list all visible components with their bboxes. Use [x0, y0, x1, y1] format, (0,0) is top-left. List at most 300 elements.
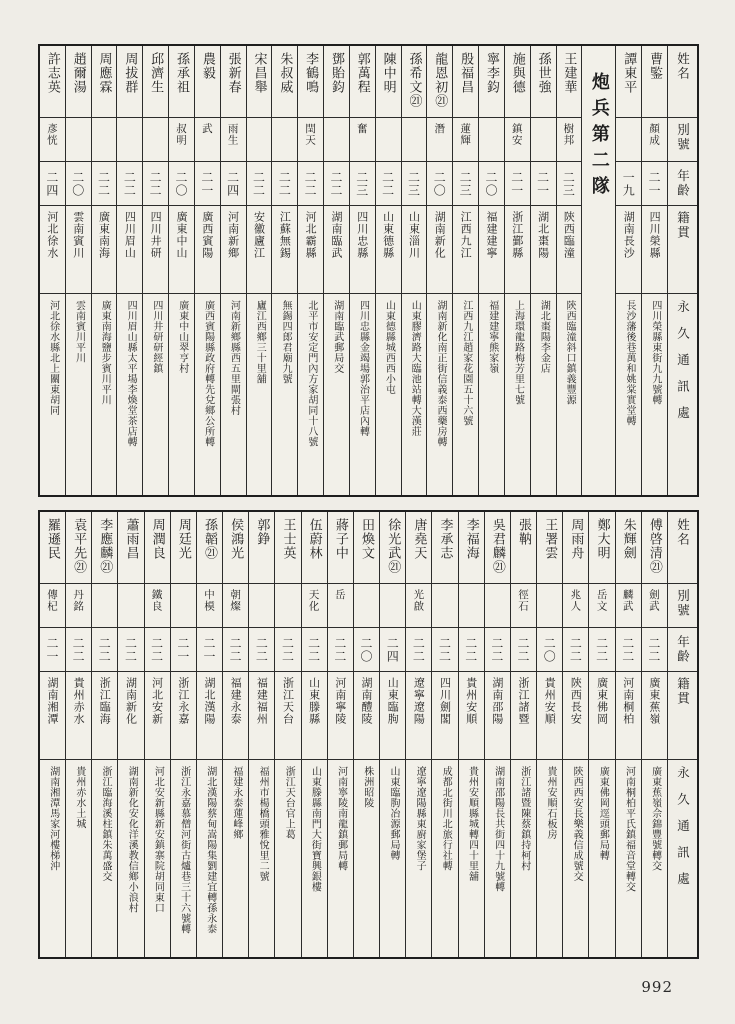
name-cell: [350, 46, 375, 118]
person-column: [65, 512, 91, 957]
age-cell: [298, 162, 323, 206]
alias-cell: [302, 584, 327, 628]
person-name: 鄧貽鈞: [328, 52, 344, 94]
person-column: [91, 46, 117, 495]
alias-cell: [616, 118, 641, 162]
name-cell: [171, 512, 196, 584]
person-address: 陝西臨潼斜口鎮義豐源: [564, 300, 576, 405]
person-age: 二三: [458, 170, 473, 197]
person-address: 山東滕縣南門大街寶興銀樓: [309, 766, 321, 892]
person-column: [405, 512, 431, 957]
person-column: [271, 46, 297, 495]
age-cell: [479, 162, 504, 206]
address-cell: [406, 760, 431, 957]
person-name: 伍蔚林: [306, 518, 322, 560]
alias-cell: [143, 118, 168, 162]
age-cell: [376, 162, 401, 206]
age-cell: [197, 628, 222, 672]
person-origin: 廣西賓陽: [200, 211, 214, 259]
person-origin: 四川眉山: [123, 211, 137, 259]
header-origin-label: 籍貫: [675, 677, 691, 706]
age-cell: [511, 628, 536, 672]
alias-cell: [402, 118, 427, 162]
alias-cell: [117, 118, 142, 162]
person-column: [379, 512, 405, 957]
age-cell: [453, 162, 478, 206]
person-column: [349, 46, 375, 495]
person-origin: 河北安新: [150, 677, 164, 725]
person-alias: 武: [200, 123, 213, 135]
person-address: 廣東蕉嶺佘錦豐號轉交: [649, 766, 661, 871]
person-origin: 貴州赤水: [72, 677, 86, 725]
address-cell: [537, 760, 562, 957]
origin-cell: [354, 672, 379, 760]
person-address: 北平市安定門內方家胡同十八號: [305, 300, 317, 447]
age-cell: [145, 628, 170, 672]
address-cell: [223, 760, 248, 957]
person-column: [562, 512, 588, 957]
address-cell: [92, 294, 117, 495]
person-origin: 陝西臨潼: [562, 211, 576, 259]
person-origin: 廣東蕉嶺: [647, 677, 661, 725]
alias-cell: [642, 584, 667, 628]
origin-cell: [197, 672, 222, 760]
person-name: 鄭大明: [594, 518, 610, 560]
address-cell: [302, 760, 327, 957]
origin-cell: [642, 206, 667, 294]
person-origin: 江西九江: [459, 211, 473, 259]
name-cell: [354, 512, 379, 584]
age-cell: [557, 162, 582, 206]
origin-cell: [453, 206, 478, 294]
person-address: 福州市楊橋頭雅悅里二號: [257, 766, 269, 882]
address-cell: [350, 294, 375, 495]
origin-cell: [642, 672, 667, 760]
alias-cell: [171, 584, 196, 628]
age-cell: [563, 628, 588, 672]
person-alias: 雨生: [226, 123, 239, 146]
person-alias: 樹邦: [562, 123, 575, 146]
person-name: 王建華: [561, 52, 577, 94]
origin-cell: [66, 672, 91, 760]
person-age: 二二: [228, 636, 243, 663]
roster-table-bottom: [38, 510, 699, 959]
address-cell: [485, 760, 510, 957]
address-cell: [557, 294, 582, 495]
person-origin: 浙江諸暨: [517, 677, 531, 725]
alias-cell: [376, 118, 401, 162]
address-cell: [66, 760, 91, 957]
person-address: 湖南湘潭馬家河樓梯沖: [47, 766, 59, 871]
name-cell: [589, 512, 614, 584]
alias-cell: [195, 118, 220, 162]
origin-cell: [171, 672, 196, 760]
age-cell: [616, 162, 641, 206]
person-column: [301, 512, 327, 957]
person-address: 四川井研研經鎮: [150, 300, 162, 374]
person-origin: 四川榮縣: [648, 211, 662, 259]
alias-cell: [485, 584, 510, 628]
alias-cell: [249, 584, 274, 628]
name-cell: [66, 46, 91, 118]
alias-cell: [511, 584, 536, 628]
alias-cell: [406, 584, 431, 628]
header-address-label: 永久通訊處: [675, 766, 691, 899]
person-column: [65, 46, 91, 495]
alias-cell: [432, 584, 457, 628]
person-alias: 彥恍: [45, 123, 58, 146]
person-name: 周拔群: [122, 52, 138, 94]
person-origin: 陝西長安: [569, 677, 583, 725]
person-name: 田煥文: [359, 518, 375, 560]
person-name: 周雨舟: [568, 518, 584, 560]
person-origin: 河北徐水: [45, 211, 59, 259]
origin-cell: [66, 206, 91, 294]
address-cell: [453, 294, 478, 495]
address-cell: [459, 760, 484, 957]
person-origin: 湖南新化: [124, 677, 138, 725]
person-age: 二二: [123, 636, 138, 663]
person-origin: 四川忠縣: [355, 211, 369, 259]
person-address: 長沙藩後巷萬和姚棠實堂轉: [624, 300, 635, 426]
person-name: 張靹: [516, 518, 532, 546]
name-cell: [221, 46, 246, 118]
origin-cell: [505, 206, 530, 294]
page-number: 992: [641, 978, 673, 996]
person-age: 二二: [463, 636, 478, 663]
age-cell: [537, 628, 562, 672]
person-column: [91, 512, 117, 957]
person-name: 孫希文㉑: [406, 52, 422, 108]
header-name-cell: [668, 46, 697, 118]
person-age: 二二: [303, 170, 318, 197]
person-age: 二二: [254, 636, 269, 663]
name-cell: [616, 46, 641, 118]
age-cell: [642, 162, 667, 206]
alias-cell: [298, 118, 323, 162]
address-cell: [275, 760, 300, 957]
person-age: 二〇: [359, 636, 374, 663]
alias-cell: [40, 584, 65, 628]
person-age: 二二: [251, 170, 266, 197]
name-cell: [40, 512, 65, 584]
name-cell: [406, 512, 431, 584]
age-cell: [505, 162, 530, 206]
origin-cell: [531, 206, 556, 294]
person-name: 農毅: [199, 52, 215, 80]
person-alias: 兆人: [569, 589, 582, 612]
person-name: 傅啓清㉑: [646, 518, 662, 574]
name-cell: [249, 512, 274, 584]
person-address: 浙江諸暨陳蔡鎮持柯村: [518, 766, 530, 871]
header-age-cell: [668, 162, 697, 206]
address-cell: [402, 294, 427, 495]
alias-cell: [40, 118, 65, 162]
header-name-label: 姓名: [675, 52, 691, 81]
alias-cell: [324, 118, 349, 162]
header-name-cell: [668, 512, 697, 584]
person-column: [117, 512, 143, 957]
name-cell: [642, 46, 667, 118]
person-name: 邱濟生: [148, 52, 164, 94]
person-age: 二二: [516, 636, 531, 663]
person-address: 江西九江趙家花園五十六號: [460, 300, 472, 426]
origin-cell: [402, 206, 427, 294]
person-origin: 山東滕縣: [307, 677, 321, 725]
person-origin: 河南桐柏: [621, 677, 635, 725]
person-address: 廣東中山翠亨村: [176, 300, 188, 374]
alias-cell: [642, 118, 667, 162]
name-cell: [275, 512, 300, 584]
address-cell: [171, 760, 196, 957]
alias-cell: [505, 118, 530, 162]
person-age: 二一: [44, 636, 59, 663]
person-name: 陳中明: [380, 52, 396, 94]
age-cell: [324, 162, 349, 206]
person-alias: 中模: [202, 589, 215, 612]
person-age: 二四: [44, 170, 59, 197]
name-cell: [479, 46, 504, 118]
person-age: 二一: [535, 170, 550, 197]
name-cell: [505, 46, 530, 118]
header-column-top: [667, 46, 697, 495]
person-address: 河北徐水縣北上關東胡同: [47, 300, 59, 416]
person-alias: 蓮輝: [459, 123, 472, 146]
person-age: 二二: [328, 170, 343, 197]
age-cell: [118, 628, 143, 672]
person-name: 朱輝劍: [620, 518, 636, 560]
name-cell: [92, 512, 117, 584]
person-column: [426, 46, 452, 495]
origin-cell: [537, 672, 562, 760]
name-cell: [66, 512, 91, 584]
name-cell: [432, 512, 457, 584]
alias-cell: [66, 118, 91, 162]
person-address: 山東德縣城西西小屯: [383, 300, 395, 395]
person-age: 二一: [199, 170, 214, 197]
age-cell: [406, 628, 431, 672]
person-alias: 傳杞: [45, 589, 58, 612]
person-column: [588, 512, 614, 957]
person-name: 王署雲: [542, 518, 558, 560]
person-age: 二二: [122, 170, 137, 197]
origin-cell: [40, 206, 65, 294]
origin-cell: [223, 672, 248, 760]
person-address: 湖北棗陽李金店: [538, 300, 550, 374]
person-column: [248, 512, 274, 957]
origin-cell: [485, 672, 510, 760]
age-cell: [380, 628, 405, 672]
age-cell: [302, 628, 327, 672]
name-cell: [197, 512, 222, 584]
alias-cell: [531, 118, 556, 162]
header-alias-label: 別號: [675, 589, 691, 618]
origin-cell: [118, 672, 143, 760]
origin-cell: [589, 672, 614, 760]
person-age: 二一: [647, 170, 662, 197]
person-name: 孫承祖: [174, 52, 189, 94]
person-age: 一九: [621, 170, 636, 197]
origin-cell: [275, 672, 300, 760]
address-cell: [427, 294, 452, 495]
age-cell: [117, 162, 142, 206]
address-cell: [272, 294, 297, 495]
roster-tables: [38, 44, 699, 959]
origin-cell: [459, 672, 484, 760]
person-name: 郭錚: [254, 518, 270, 546]
age-cell: [40, 162, 65, 206]
person-address: 四川眉山縣太平場李煥堂茶店轉: [125, 300, 137, 447]
person-age: 二二: [306, 636, 321, 663]
origin-cell: [247, 206, 272, 294]
person-address: 河北安新縣新安鎮寨院胡同東口: [152, 766, 164, 913]
address-cell: [247, 294, 272, 495]
person-origin: 山東淄川: [407, 211, 421, 259]
person-alias: 顏成: [648, 123, 661, 146]
origin-cell: [557, 206, 582, 294]
person-name: 李應麟㉑: [97, 518, 113, 574]
person-address: 河南新鄉縣西五里閘張村: [228, 300, 240, 416]
address-cell: [143, 294, 168, 495]
origin-cell: [616, 206, 641, 294]
person-name: 蔣子中: [332, 518, 348, 560]
person-name: 吳君麟㉑: [489, 518, 505, 574]
person-age: 二〇: [483, 170, 498, 197]
unit-divider-cell: [582, 46, 615, 495]
person-column: [431, 512, 457, 957]
person-name: 殷福昌: [458, 52, 474, 94]
person-origin: 貴州安順: [464, 677, 478, 725]
person-address: 四川榮縣東街九九號轉: [649, 300, 661, 405]
age-cell: [272, 162, 297, 206]
person-address: 廣西賓陽縣政府轉先兌鄉公所轉: [202, 300, 214, 447]
age-cell: [459, 628, 484, 672]
origin-cell: [195, 206, 220, 294]
person-address: 湖南新化南正街信義泰西藥房轉: [435, 300, 447, 447]
alias-cell: [563, 584, 588, 628]
person-name: 宋昌舉: [251, 52, 267, 94]
person-alias: 天化: [307, 589, 320, 612]
origin-cell: [40, 672, 65, 760]
person-origin: 四川井研: [149, 211, 163, 259]
person-alias: 徑石: [517, 589, 530, 612]
person-origin: 浙江天台: [281, 677, 295, 725]
origin-cell: [328, 672, 353, 760]
person-column: [536, 512, 562, 957]
person-age: 二一: [201, 636, 216, 663]
person-name: 施與德: [509, 52, 525, 94]
name-cell: [169, 46, 194, 118]
age-cell: [328, 628, 353, 672]
person-name: 孫韜㉑: [201, 518, 217, 560]
person-column: [246, 46, 272, 495]
person-origin: 雲南賓川: [71, 211, 85, 259]
origin-cell: [302, 672, 327, 760]
person-origin: 浙江永嘉: [176, 677, 190, 725]
person-address: 無錫四郎君廟九號: [280, 300, 292, 384]
person-name: 侯鴻光: [228, 518, 244, 560]
person-alias: 鐵良: [150, 589, 163, 612]
age-cell: [221, 162, 246, 206]
header-address-cell: [668, 294, 697, 495]
person-name: 孫世強: [535, 52, 551, 94]
address-cell: [118, 760, 143, 957]
person-origin: 浙江臨海: [98, 677, 112, 725]
person-origin: 湖南湘潭: [45, 677, 59, 725]
alias-cell: [145, 584, 170, 628]
origin-cell: [479, 206, 504, 294]
person-name: 趙爾湯: [70, 52, 86, 94]
person-name: 李福海: [463, 518, 479, 560]
person-name: 李鶴鳴: [303, 52, 319, 94]
person-age: 二〇: [542, 636, 557, 663]
person-name: 郭萬程: [354, 52, 370, 94]
name-cell: [324, 46, 349, 118]
origin-cell: [380, 672, 405, 760]
alias-cell: [589, 584, 614, 628]
alias-cell: [169, 118, 194, 162]
person-column: [297, 46, 323, 495]
person-origin: 福建福州: [255, 677, 269, 725]
origin-cell: [272, 206, 297, 294]
person-alias: 劍武: [647, 589, 660, 612]
person-column: [144, 512, 170, 957]
origin-cell: [92, 672, 117, 760]
name-cell: [563, 512, 588, 584]
origin-cell: [143, 206, 168, 294]
person-origin: 遼寧遼陽: [412, 677, 426, 725]
person-age: 二二: [277, 170, 292, 197]
origin-cell: [406, 672, 431, 760]
person-address: 湖南臨武郵局交: [331, 300, 343, 374]
address-cell: [145, 760, 170, 957]
person-address: 福建永泰蓮峰鄉: [230, 766, 242, 840]
person-column: [40, 512, 65, 957]
person-age: 二二: [332, 636, 347, 663]
name-cell: [459, 512, 484, 584]
person-address: 福建建寧熊家嶺: [486, 300, 498, 374]
person-origin: 湖南邵陽: [490, 677, 504, 725]
person-age: 二二: [380, 170, 395, 197]
person-age: 二〇: [174, 170, 188, 197]
age-cell: [40, 628, 65, 672]
person-alias: 鎮安: [510, 123, 523, 146]
person-name: 許志英: [44, 52, 60, 94]
alias-cell: [197, 584, 222, 628]
header-age-label: 年齡: [675, 635, 691, 664]
person-column: [484, 512, 510, 957]
person-address: 貴州安順石板房: [544, 766, 556, 840]
unit-divider-column: [581, 46, 615, 495]
person-column: [194, 46, 220, 495]
person-column: [196, 512, 222, 957]
name-cell: [328, 512, 353, 584]
address-cell: [221, 294, 246, 495]
person-origin: 湖南醴陵: [360, 677, 374, 725]
person-address: 成都北街川北旅行社轉: [440, 766, 452, 871]
person-column: [220, 46, 246, 495]
person-name: 曹鍳: [647, 52, 663, 80]
name-cell: [531, 46, 556, 118]
person-column: [274, 512, 300, 957]
person-name: 寧李鈞: [483, 52, 499, 94]
person-origin: 福建永泰: [229, 677, 243, 725]
address-cell: [354, 760, 379, 957]
address-cell: [505, 294, 530, 495]
person-column: [478, 46, 504, 495]
alias-cell: [66, 584, 91, 628]
name-cell: [511, 512, 536, 584]
